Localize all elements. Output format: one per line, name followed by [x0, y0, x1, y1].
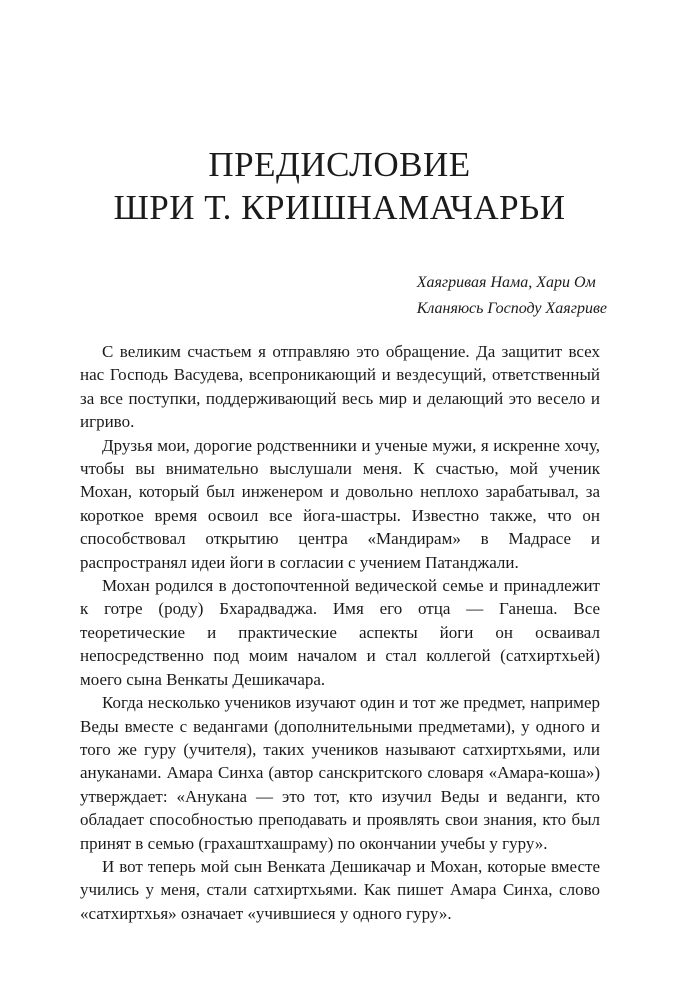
paragraph-5: И вот теперь мой сын Венката Дешикачар и Мохан, которые вместе учились у меня, стали сатхиртхьями. Как пишет Амара Синха, слово «сатхиртхья» означает «учившиеся у одного гуру». — [80, 856, 600, 923]
chapter-title-line-1: ПРЕДИСЛОВИЕ — [208, 145, 471, 184]
epigraph-line-2: Кланяюсь Господу Хаягриве — [416, 300, 607, 317]
paragraph-1: С великим счастьем я отправляю это обращение. Да защитит всех нас Господь Васудева, всепроникающий и вездесущий, ответственный за все поступки, поддерживающий весь мир и делающий это весело и игриво. — [80, 342, 600, 432]
epigraph — [417, 270, 607, 322]
paragraph-2: Друзья мои, дорогие родственники и ученые мужи, я искренне хочу, чтобы вы внимательно выслушали меня. К счастью, мой ученик Мохан, который был инженером и довольно неплохо зарабатывал, за короткое время освоил все йога-шастры. Известно также, что он способствовал открытию центра «Мандирам» в Мадрасе и распространял идеи йоги в согласии с учением Патанджали. — [80, 435, 600, 572]
epigraph-line-1: Хаягривая Нама, Хари Ом — [416, 274, 596, 291]
paragraph-3: Мохан родился в достопочтенной ведической семье и принадлежит к готре (роду) Бхарадваджа. Имя его отца — Ганеша. Все теоретические и практические аспекты йоги он осваивал непосредственно под моим началом и стал коллегой (сатхиртхьей) моего сына Венкаты Дешикачара. — [80, 576, 600, 689]
chapter-title-line-2: ШРИ Т. КРИШНАМАЧАРЬИ — [113, 188, 566, 227]
body-text — [80, 340, 600, 925]
paragraph-4: Когда несколько учеников изучают один и тот же предмет, например Веды вместе с ведангами (дополнительными предметами), у одного и того же гуру (учителя), таких учеников называют сатхиртхьями, или ануканами. Амара Синха (автор санскритского словаря «Амара-коша») утверждает: «Анукана — это тот, кто изучил Веды и веданги, кто обладает способностью преподавать и проявлять свои знания, кто был принят в семью (грахаштхашраму) по окончании учебы у гуру». — [80, 693, 600, 853]
